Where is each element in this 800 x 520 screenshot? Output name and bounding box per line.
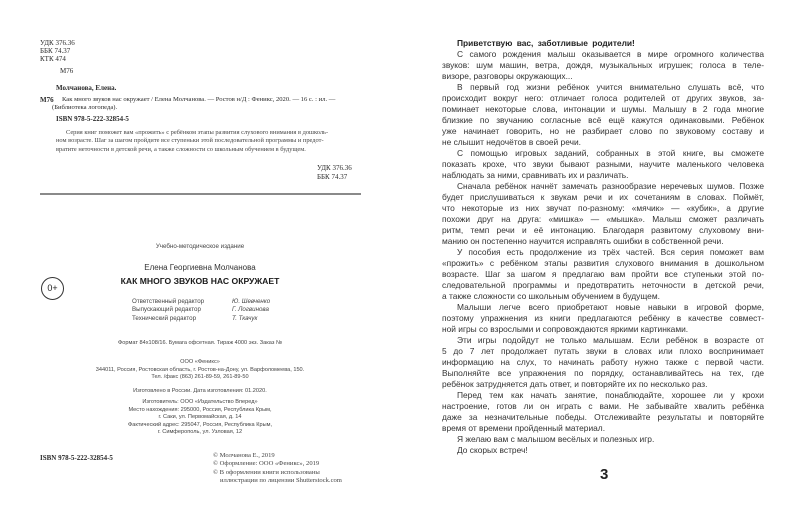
preface-line: звуков: шум машин, ветра, дождя, музыкальных игрушек; голоса в теле- bbox=[442, 60, 764, 70]
manufacturer-line: г. Саки, ул. Первомайская, д. 14 bbox=[158, 414, 242, 421]
bibliographic-record: Как много звуков нас окружает / Елена Молчанова. — Ростов н/Д : Феникс, 2020. — 16 с. : ил. — bbox=[62, 96, 336, 103]
preface-line: В первый год жизни ребёнок учится внимательно слушать всё, что bbox=[457, 82, 764, 92]
preface-text bbox=[442, 38, 764, 456]
preface-line: происходит вокруг него: отличает голоса родителей от других звуков, за- bbox=[442, 93, 764, 103]
manufacture-date bbox=[70, 388, 330, 396]
isbn-bottom: ISBN 978-5-222-32854-5 bbox=[40, 454, 113, 462]
preface-line: Сначала ребёнок начнёт замечать разнообразие неречевых шумов. Позже bbox=[457, 181, 764, 191]
preface-line: будет прислушиваться к звукам речи и их сочетаниям в словах. Поймёт, bbox=[442, 192, 764, 202]
preface-line: Перед тем как начать занятие, понаблюдайте, хорошее ли у крохи bbox=[457, 390, 764, 400]
preface-line: У пособия есть продолжение из трёх частей. Вся серия поможет вам bbox=[457, 247, 764, 257]
manufacturer-line: г. Симферополь, ул. Узловая, 12 bbox=[157, 429, 243, 436]
credit-row bbox=[132, 315, 270, 323]
author-full-name: Елена Георгиевна Молчанова bbox=[144, 263, 256, 272]
preface-line: настроение, готов ли он играть с вами. Не забывайте хвалить ребёнка bbox=[442, 401, 764, 411]
manufacture-date-text: Изготовлено в России. Дата изготовления: 01.2020. bbox=[133, 388, 267, 394]
annotation-line: Серия книг поможет вам «прожить» с ребёнком этапы развития слухового внимания в дошколь- bbox=[66, 129, 329, 136]
publisher-phone: Тел. /факс (863) 261-89-59, 261-89-50 bbox=[151, 374, 249, 381]
age-rating-badge: 0+ bbox=[41, 277, 64, 300]
preface-line: манию он постепенно научится исправлять ошибки в собственной речи. bbox=[442, 236, 724, 246]
preface-heading: Приветствую вас, заботливые родители! bbox=[457, 38, 635, 48]
section-divider bbox=[40, 193, 361, 195]
book-title: КАК МНОГО ЗВУКОВ НАС ОКРУЖАЕТ bbox=[120, 276, 280, 286]
preface-line: поэтому упражнения из книги предлагаются ребёнку в качестве совмест- bbox=[442, 313, 764, 323]
copyright-line: © Оформление: ООО «Феникс», 2019 bbox=[213, 460, 320, 468]
credit-row bbox=[132, 306, 270, 314]
series-name: (Библиотека логопеда). bbox=[52, 104, 118, 111]
preface-line: поминает некоторые слова, интонации и шумы. Малышу в 2 года многие bbox=[442, 104, 764, 114]
preface-line: Малыши легче всего приобретают новые навыки в игровой форме, bbox=[457, 302, 764, 312]
preface-line: До скорых встреч! bbox=[457, 445, 528, 455]
preface-line: наблюдать за ними, сравнивать их и различать. bbox=[442, 170, 629, 180]
preface-line: визоре, разговоры окружающих... bbox=[442, 71, 573, 81]
preface-line: что некоторые из них звучат по-разному: «мячик» — «кубик», а другие bbox=[442, 203, 764, 213]
editorial-credits bbox=[132, 298, 270, 323]
format-line bbox=[70, 340, 330, 348]
preface-line: ребёнок затрудняется дать ответ, и повторяйте их по несколько раз. bbox=[442, 379, 708, 389]
preface-line: время от времени пройденный материал. bbox=[442, 423, 606, 433]
credit-role: Технический редактор bbox=[132, 314, 197, 322]
preface-line: а также сложности со школьным обучением в будущем. bbox=[442, 291, 660, 301]
isbn-top: ISBN 978-5-222-32854-5 bbox=[56, 115, 129, 123]
preface-line: С самого рождения малыш оказывается в мире огромного количества bbox=[457, 49, 764, 59]
annotation-bbk: ББК 74.37 bbox=[317, 173, 348, 181]
preface-body bbox=[442, 49, 764, 456]
preface-line: ной игры со взрослыми и сопровождаются яркими картинками. bbox=[442, 324, 689, 334]
preface-line: не слышит недочётов в своей речи. bbox=[442, 137, 581, 147]
preface-line: даже за незначительные победы. Отслеживайте результаты и повторяйте bbox=[442, 412, 764, 422]
publisher-name: ООО «Феникс» bbox=[180, 359, 220, 365]
preface-line: показать крохе, что звуки бывают разными, научите маленького человека bbox=[442, 159, 764, 169]
manufacturer-line: Место нахождения: 295000, Россия, Республика Крым, bbox=[128, 406, 272, 413]
preface-line: С помощью игровых заданий, собранных в этой книге, вы сможете bbox=[457, 148, 764, 158]
bbk-code: ББК 74.37 bbox=[40, 47, 71, 55]
preface-line: похожи друг на друга: «мишка» — «мышка». Малыш сможет различать bbox=[442, 214, 764, 224]
preface-line: Выполняйте все упражнения по порядку, останавливайтесь на тех, где bbox=[442, 368, 764, 378]
credit-name: Т. Ткачук bbox=[232, 314, 258, 322]
preface-line: 5 до 7 лет продолжает путать звуки в словах или плохо воспринимает bbox=[442, 346, 764, 356]
preface-line: информацию на слух, то начинать работу нужно также с первой части. bbox=[442, 357, 764, 367]
copyright-line: © Молчанова Е., 2019 bbox=[213, 452, 275, 459]
publisher-info bbox=[70, 359, 330, 382]
copyright-block bbox=[213, 452, 342, 485]
preface-line: Я желаю вам с малышом весёлых и полезных игр. bbox=[457, 434, 655, 444]
publisher-address: 344011, Россия, Ростовская область, г. Ростов-на-Дону, ул. Варфоломеева, 150. bbox=[95, 366, 305, 373]
format-text: Формат 84х108/16. Бумага офсетная. Тираж 4000 экз. Заказ № bbox=[118, 340, 282, 346]
page-number: 3 bbox=[600, 466, 609, 483]
credit-role: Выпускающий редактор bbox=[132, 306, 201, 314]
edition-type: Учебно-методическое издание bbox=[155, 243, 245, 250]
preface-line: следовательной программы и предотвратить неточности в детской речи, bbox=[442, 280, 764, 290]
credit-name: Г. Логвинова bbox=[232, 306, 269, 314]
copyright-line: © В оформлении книги использованы bbox=[213, 468, 320, 476]
ktk-code: КТК 474 bbox=[40, 55, 66, 63]
author-mark: М76 bbox=[60, 67, 74, 75]
annotation-udk: УДК 376.36 bbox=[317, 164, 352, 172]
preface-line: возрасте. Шаг за шагом я предлагаю вам пройти все ступеньки этой по- bbox=[442, 269, 764, 279]
manufacturer-line: Изготовитель: ООО «Издательство Вперед» bbox=[142, 399, 258, 405]
preface-line: «прожить» с ребёнком этапы развития слухового внимания в дошкольном bbox=[442, 258, 764, 268]
preface-line: ритм, темп речи и её интонацию. Благодаря развитому слуховому вни- bbox=[442, 225, 764, 235]
record-mark: М76 bbox=[40, 96, 54, 104]
preface-line: близкие по звучанию согласные всё ещё кажутся одинаковыми. Ребёнок bbox=[442, 115, 764, 125]
manufacturer-line: Фактический адрес: 295047, Россия, Республика Крым, bbox=[127, 421, 272, 428]
credit-name: Ю. Шевченко bbox=[232, 298, 271, 305]
udk-code: УДК 376.36 bbox=[40, 39, 75, 47]
preface-line: уже начинает говорить, но не разбирает слово по звуковому составу и bbox=[442, 126, 764, 136]
annotation-line: ном возрасте. Шаг за шагом пройдите все ступеньки этой последовательной программы и предот- bbox=[56, 137, 324, 145]
annotation-line: вратите неточности в детской речи, а также сложности со школьным обучением в будущем. bbox=[56, 145, 306, 153]
manufacturer-info bbox=[70, 399, 330, 437]
preface-line: Эти игры подойдут не только малышам. Если ребёнок в возрасте от bbox=[457, 335, 764, 345]
copyright-line: иллюстрации по лицензии Shutterstock.com bbox=[220, 476, 342, 484]
credit-row bbox=[132, 298, 270, 306]
credit-role: Ответственный редактор bbox=[132, 298, 205, 305]
annotation bbox=[56, 129, 372, 154]
author-heading: Молчанова, Елена. bbox=[56, 84, 117, 92]
